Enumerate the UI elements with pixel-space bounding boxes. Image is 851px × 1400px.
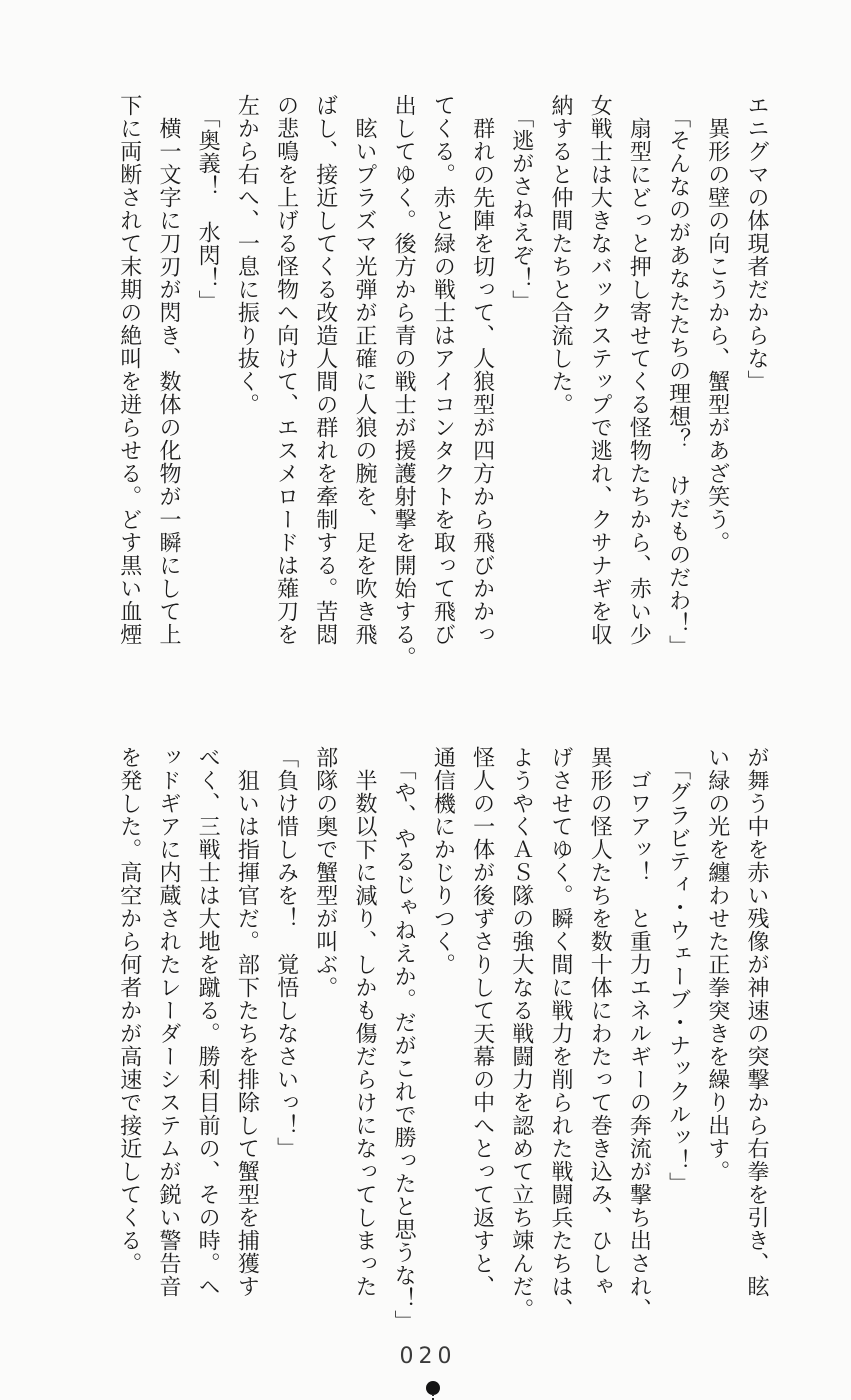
text-column: ばし、接近してくる改造人間の群れを牽制する。苦悶 bbox=[313, 94, 339, 646]
text-column: 異形の壁の向こうから、蟹型があざ笑う。 bbox=[705, 94, 731, 554]
text-block-bottom bbox=[111, 746, 777, 1348]
text-column: 半数以下に減り、しかも傷だらけになってしまった bbox=[352, 746, 378, 1298]
text-column: エニグマの体現者だからな」 bbox=[745, 94, 770, 393]
text-column: の悲鳴を上げる怪物へ向けて、エスメロードは薙刀を bbox=[274, 94, 300, 646]
text-column: を発した。高空から何者かが高速で接近してくる。 bbox=[117, 746, 143, 1275]
text-column: 扇型にどっと押し寄せてくる怪物たちから、赤い少 bbox=[627, 94, 653, 646]
text-column: 怪人の一体が後ずさりして天幕の中へとって返すと、 bbox=[470, 746, 496, 1298]
text-column: 下に両断されて末期の絶叫を迸らせる。どす黒い血煙 bbox=[117, 94, 143, 646]
text-column: 部隊の奥で蟹型が叫ぶ。 bbox=[313, 746, 339, 999]
text-column: 「負け惜しみを！ 覚悟しなさいっ！」 bbox=[274, 746, 300, 1160]
text-column: ゴワアッ！ と重力エネルギーの奔流が撃ち出され、 bbox=[627, 746, 653, 1321]
text-column: 女戦士は大きなバックステップで逃れ、クサナギを収 bbox=[588, 94, 614, 646]
text-column: ッドギアに内蔵されたレーダーシステムが鋭い警告音 bbox=[156, 746, 182, 1298]
page-number: 020 bbox=[399, 1344, 457, 1369]
text-column: 通信機にかじりつく。 bbox=[431, 746, 457, 976]
text-column: 「そんなのがあなたたちの理想？ けだものだわ！」 bbox=[666, 94, 692, 658]
text-column: 左から右へ、一息に振り抜く。 bbox=[235, 94, 261, 416]
text-column: 「逃がさねえぞ！」 bbox=[509, 94, 535, 313]
text-column: 「や、やるじゃねえか。だがこれで勝ったと思うな！」 bbox=[392, 746, 418, 1333]
text-column: 納すると仲間たちと合流した。 bbox=[548, 94, 574, 416]
text-column: 群れの先陣を切って、人狼型が四方から飛びかかっ bbox=[470, 94, 496, 646]
text-column: 異形の怪人たちを数十体にわたって巻き込み、ひしゃ bbox=[588, 746, 614, 1298]
text-column: ようやくＡＳ隊の強大なる戦闘力を認めて立ち竦んだ。 bbox=[509, 746, 535, 1321]
text-column: 「奥義！ 水閃！」 bbox=[196, 94, 222, 313]
binding-mark-line bbox=[432, 1394, 434, 1400]
text-column: げさせてゆく。瞬く間に戦力を削られた戦闘兵たちは、 bbox=[548, 746, 574, 1321]
text-column: 横一文字に刀刃が閃き、数体の化物が一瞬にして上 bbox=[156, 94, 182, 646]
text-column: 狙いは指揮官だ。部下たちを排除して蟹型を捕獲す bbox=[235, 746, 261, 1298]
text-column: 「グラビティ・ウェーブ・ナックルッ！」 bbox=[666, 746, 692, 1195]
binding-mark-dot bbox=[426, 1381, 440, 1395]
text-column: 眩いプラズマ光弾が正確に人狼の腕を、足を吹き飛 bbox=[352, 94, 378, 646]
text-column: が舞う中を赤い残像が神速の突撃から右拳を引き、眩 bbox=[745, 746, 770, 1298]
text-column: てくる。赤と緑の戦士はアイコンタクトを取って飛び bbox=[431, 94, 457, 646]
text-column: い緑の光を纏わせた正拳突きを繰り出す。 bbox=[705, 746, 731, 1183]
text-column: べく、三戦士は大地を蹴る。勝利目前の、その時。ヘ bbox=[196, 746, 222, 1298]
text-column: 出してゆく。後方から青の戦士が援護射撃を開始する。 bbox=[392, 94, 418, 669]
text-block-top bbox=[111, 94, 777, 696]
